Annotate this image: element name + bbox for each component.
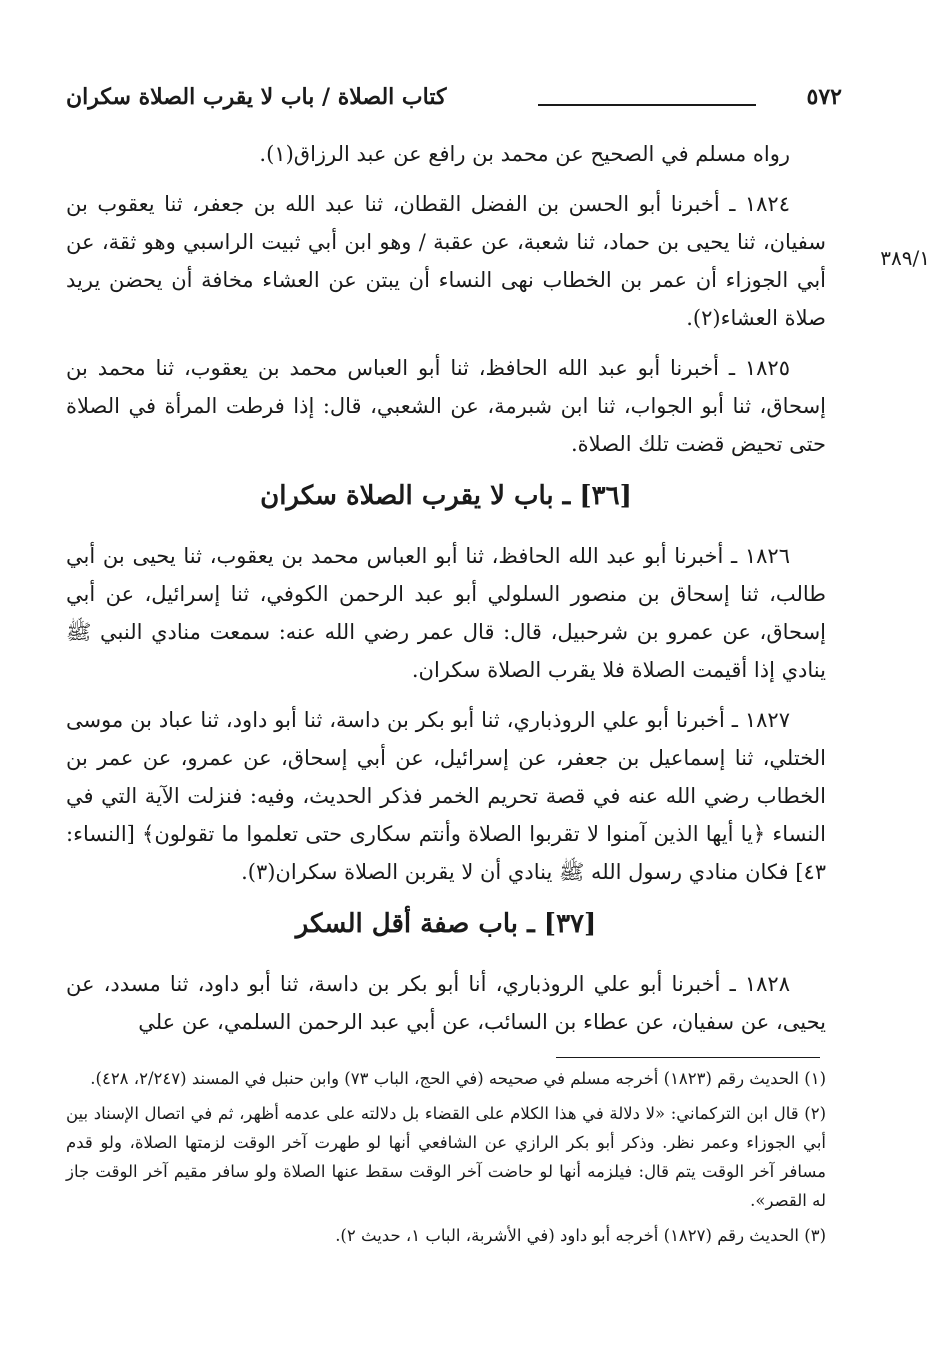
running-header [66,80,842,120]
hadith-1824: ١٨٢٤ ـ أخبرنا أبو الحسن بن الفضل القطان، ثنا عبد الله بن جعفر، ثنا يعقوب بن سفيان، ثنا يحيى بن حماد، ثنا شعبة، عن عقبة / وهو ابن أبي ثبيت الراسبي وهو ثقة، عن أبي الجوزاء أن عمر بن الخطاب نهى النساء أن يبتن عن العشاء مخافة أن يحضن يريد صلاة العشاء(٢). [66,192,826,330]
footnote-1: (١) الحديث رقم (١٨٢٣) أخرجه مسلم في صحيحه (في الحج، الباب ٧٣) وابن حنبل في المسند (٢/٢٤٧، ٤٢٨). [90,1069,826,1088]
page-number: ٥٧٢ [806,84,842,110]
footnotes [66,1064,826,1256]
hadith-1825: ١٨٢٥ ـ أخبرنا أبو عبد الله الحافظ، ثنا أبو العباس محمد بن يعقوب، ثنا محمد بن إسحاق، ثنا أبو الجواب، ثنا ابن شبرمة، عن الشعبي، قال: إذا فرطت المرأة في الصلاة حتى تحيض قضت تلك الصلاة. [66,356,826,456]
paragraph-attribution: رواه مسلم في الصحيح عن محمد بن رافع عن عبد الرزاق(١). [259,142,790,166]
main-text [66,135,826,1053]
hadith-1828: ١٨٢٨ ـ أخبرنا أبو علي الروذباري، أنا أبو بكر بن داسة، ثنا أبو داود، ثنا مسدد، عن يحيى، عن سفيان، عن عطاء بن السائب، عن أبي عبد الرحمن السلمي، عن علي [66,972,826,1034]
hadith-1826: ١٨٢٦ ـ أخبرنا أبو عبد الله الحافظ، ثنا أبو العباس محمد بن يعقوب، ثنا يحيى بن أبي طالب، ثنا إسحاق بن منصور السلولي أبو عبد الرحمن الكوفي، ثنا إسرائيل، عن أبي إسحاق، عن عمرو بن شرحبيل، قال: قال عمر رضي الله عنه: سمعت منادي النبي ﷺ ينادي إذا أقيمت الصلاة فلا يقرب الصلاة سكران. [66,544,826,682]
section-heading-36: [٣٦] ـ باب لا يقرب الصلاة سكران [260,481,632,511]
footnote-2: (٢) قال ابن التركماني: «لا دلالة في هذا الكلام على القضاء بل دلالته على عدمه أظهر، ثم في اتصال الإسناد بين أبي الجوزاء وعمر نظر. وذكر أبو بكر الرازي عن الشافعي أنها لو طهرت آخر الوقت لزمتها الصلاة، ولو قدم مسافر آخر الوقت يتم قال: فيلزمه أنها لو حاضت آخر الوقت سقط عنها الصلاة ولو سافر مقيم آخر الوقت جاز له القصر». [66,1104,826,1210]
section-heading-37: [٣٧] ـ باب صفة أقل السكر [295,909,597,939]
header-rule [538,104,756,106]
footnote-3: (٣) الحديث رقم (١٨٢٧) أخرجه أبو داود (في الأشربة، الباب ١، حديث ٢). [335,1226,826,1245]
hadith-1827: ١٨٢٧ ـ أخبرنا أبو علي الروذباري، ثنا أبو بكر بن داسة، ثنا أبو داود، ثنا عباد بن موسى الختلي، ثنا إسماعيل بن جعفر، عن إسرائيل، عن أبي إسحاق، عن عمرو، عن عمر بن الخطاب رضي الله عنه في قصة تحريم الخمر فذكر الحديث، وفيه: فنزلت الآية التي في النساء ﴿يا أيها الذين آمنوا لا تقربوا الصلاة وأنتم سكارى حتى تعلموا ما تقولون﴾ [النساء: ٤٣] فكان منادي رسول الله ﷺ ينادي أن لا يقربن الصلاة سكران(٣). [66,708,826,884]
running-title: كتاب الصلاة / باب لا يقرب الصلاة سكران [66,84,447,110]
margin-reference: ٣٨٩/١ [880,246,930,270]
footnote-separator [556,1057,820,1058]
